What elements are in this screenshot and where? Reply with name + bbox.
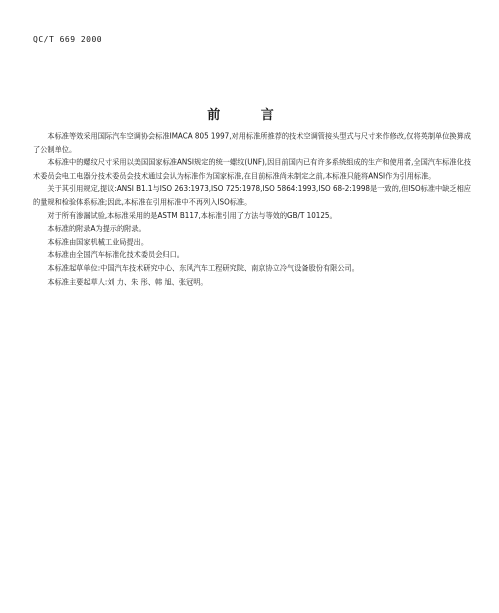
paragraph: 本标准起草单位:中国汽车技术研究中心、东风汽车工程研究院、南京协立冷气设备股份有限公司。 [47,263,359,273]
paragraph: 本标准主要起草人:刘 力、朱 彤、韩 旭、张冠明。 [47,276,208,286]
page-title: 前 言 [207,108,292,123]
foreword-body [33,130,471,289]
paragraph: 关于其引用规定,提议:ANSI B1.1与ISO 263:1973,ISO 725:1978,ISO 5864:1993,ISO 68-2:1998是一致的,但ISO标准中缺乏相应的量规和检验体系标准;因此,本标准在引用标准中不再列入ISO标准。 [33,183,471,207]
paragraph: 本标准的附录A为提示的附录。 [47,223,146,234]
paragraph: 本标准等效采用国际汽车空调协会标准IMACA 805 1997,对用标准所推荐的技术空调管接头型式与尺寸来作修改,仅将英制单位换算成了公制单位。 [33,131,471,154]
standard-code: QC/T 669 2000 [33,35,103,44]
paragraph: 本标准由全国汽车标准化技术委员会归口。 [47,250,184,260]
paragraph: 对于所有渗漏试验,本标准采用的是ASTM B117,本标准引用了方法与等效的GB/T 10125。 [47,210,337,220]
paragraph: 本标准中的螺纹尺寸采用以美国国家标准ANSI规定的统一螺纹(UNF),因目前国内已有许多系统组成的生产和使用者,全国汽车标准化技术委员会电工电器分技术委员会技术通过会认为标准作为国家标准,在目前标准尚未制定之前,本标准只能将ANSI作为引用标准。 [33,157,471,181]
paragraph: 本标准由国家机械工业局提出。 [47,236,149,247]
